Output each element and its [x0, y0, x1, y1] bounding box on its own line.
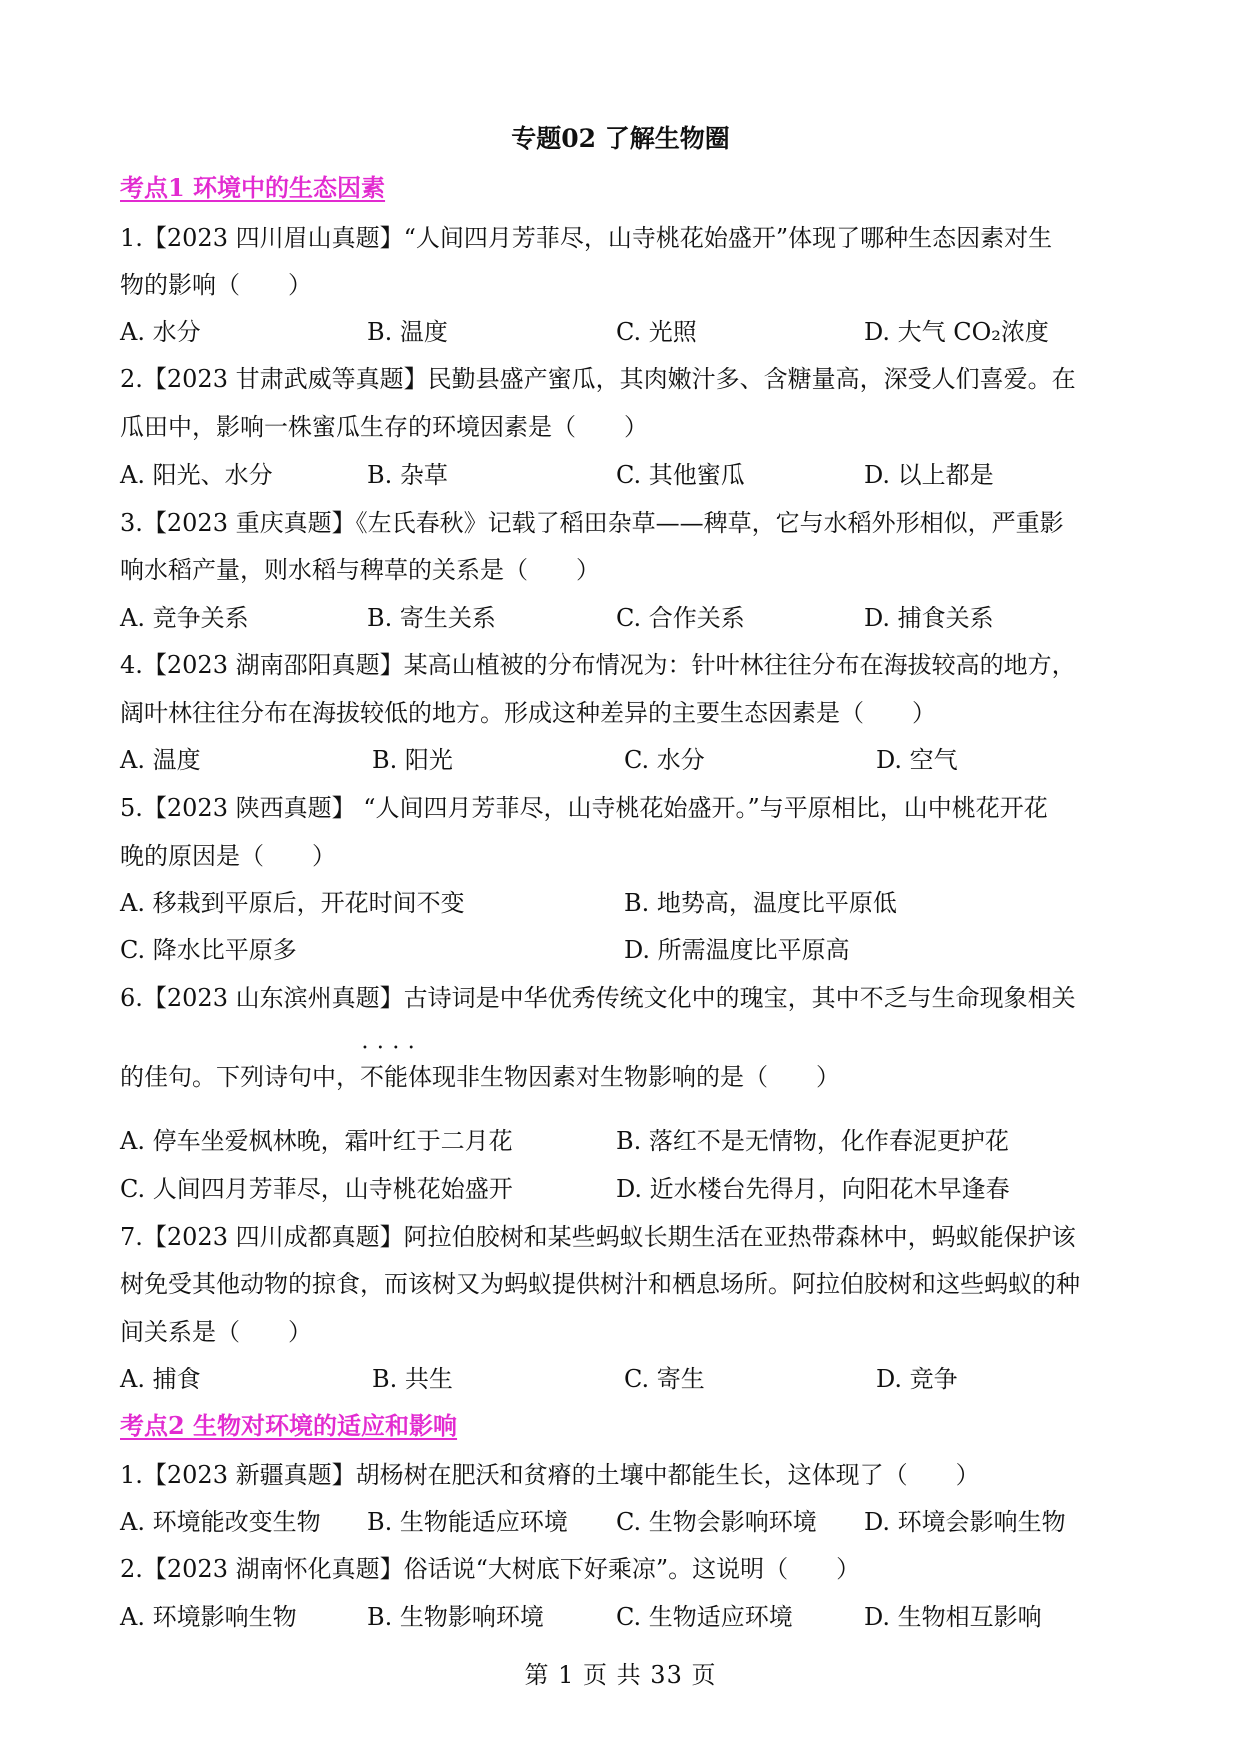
option-b: B. 地势高，温度比平原低 [624, 889, 897, 917]
option-d: D. 近水楼台先得月，向阳花木早逢春 [616, 1175, 1010, 1203]
option-c: C. 生物会影响环境 [616, 1508, 817, 1536]
question-line: 5.【2023 陕西真题】 “人间四月芳菲尽，山寺桃花始盛开。”与平原相比，山中桃花开花 [120, 794, 1048, 822]
question-line: 1.【2023 四川眉山真题】“人间四月芳菲尽，山寺桃花始盛开”体现了哪种生态因素对生 [120, 224, 1053, 252]
question-line: 3.【2023 重庆真题】《左氏春秋》记载了稻田杂草——稗草，它与水稻外形相似，严重影 [120, 509, 1064, 537]
option-d: D. 环境会影响生物 [864, 1508, 1066, 1536]
option-c: C. 其他蜜瓜 [616, 461, 745, 489]
question-line: 1.【2023 新疆真题】胡杨树在肥沃和贫瘠的土壤中都能生长，这体现了（ ） [120, 1461, 980, 1489]
question-line: 2.【2023 甘肃武威等真题】民勤县盛产蜜瓜，其肉嫩汁多、含糖量高，深受人们喜爱。在 [120, 365, 1076, 393]
option-d: D. 大气 CO₂浓度 [864, 318, 1049, 346]
option-b: B. 生物影响环境 [367, 1603, 544, 1631]
question-line: 间关系是（ ） [120, 1318, 312, 1346]
page-title: 专题02 了解生物圈 [511, 124, 730, 153]
option-a: A. 竞争关系 [120, 604, 249, 632]
option-a: A. 阳光、水分 [120, 461, 273, 489]
section-heading-2: 考点2 生物对环境的适应和影响 [120, 1411, 458, 1440]
option-a: A. 移栽到平原后，开花时间不变 [120, 889, 465, 917]
question-line: 瓜田中，影响一株蜜瓜生存的环境因素是（ ） [120, 413, 648, 441]
question-text: 的佳句。下列诗句中， [120, 1063, 360, 1091]
question-line: 物的影响（ ） [120, 271, 312, 299]
option-d: D. 以上都是 [864, 461, 994, 489]
question-line: 阔叶林往往分布在海拔较低的地方。形成这种差异的主要生态因素是（ ） [120, 699, 936, 727]
option-a: A. 捕食 [120, 1365, 201, 1393]
option-c: C. 合作关系 [616, 604, 745, 632]
question-line: 晚的原因是（ ） [120, 842, 336, 870]
option-c: C. 寄生 [624, 1365, 705, 1393]
option-b: B. 杂草 [367, 461, 448, 489]
option-c: C. 光照 [616, 318, 697, 346]
option-b: B. 共生 [372, 1365, 453, 1393]
question-line: 响水稻产量，则水稻与稗草的关系是（ ） [120, 556, 600, 584]
section-heading-1: 考点1 环境中的生态因素 [120, 173, 386, 202]
question-text: 非生物因素对生物影响的是（ ） [456, 1063, 840, 1091]
option-b: B. 落红不是无情物，化作春泥更护花 [616, 1127, 1009, 1155]
option-d: D. 生物相互影响 [864, 1603, 1042, 1631]
option-b: B. 温度 [367, 318, 448, 346]
option-a: A. 环境影响生物 [120, 1603, 297, 1631]
option-c: C. 人间四月芳菲尽，山寺桃花始盛开 [120, 1175, 513, 1203]
question-line: 7.【2023 四川成都真题】阿拉伯胶树和某些蚂蚁长期生活在亚热带森林中，蚂蚁能保护该 [120, 1223, 1076, 1251]
option-b: B. 生物能适应环境 [367, 1508, 568, 1536]
question-line: 树免受其他动物的掠食，而该树又为蚂蚁提供树汁和栖息场所。阿拉伯胶树和这些蚂蚁的种 [120, 1270, 1080, 1298]
option-d: D. 空气 [876, 746, 958, 774]
option-c: C. 水分 [624, 746, 705, 774]
page-number: 第 1 页 共 33 页 [524, 1661, 717, 1689]
question-line [120, 1057, 840, 1092]
option-d: D. 竞争 [876, 1365, 958, 1393]
option-a: A. 环境能改变生物 [120, 1508, 321, 1536]
option-b: B. 寄生关系 [367, 604, 496, 632]
question-line: 2.【2023 湖南怀化真题】俗话说“大树底下好乘凉”。这说明（ ） [120, 1555, 861, 1583]
option-d: D. 所需温度比平原高 [624, 936, 850, 964]
option-c: C. 降水比平原多 [120, 936, 297, 964]
option-b: B. 阳光 [372, 746, 453, 774]
option-d: D. 捕食关系 [864, 604, 994, 632]
option-a: A. 水分 [120, 318, 201, 346]
option-c: C. 生物适应环境 [616, 1603, 793, 1631]
question-line: 6.【2023 山东滨州真题】古诗词是中华优秀传统文化中的瑰宝，其中不乏与生命现象相关 [120, 984, 1076, 1012]
emphasis-text: • • 不能体现 [360, 1063, 456, 1091]
question-line: 4.【2023 湖南邵阳真题】某高山植被的分布情况为：针叶林往往分布在海拔较高的地方， [120, 651, 1076, 679]
option-a: A. 温度 [120, 746, 201, 774]
option-a: A. 停车坐爱枫林晚，霜叶红于二月花 [120, 1127, 513, 1155]
